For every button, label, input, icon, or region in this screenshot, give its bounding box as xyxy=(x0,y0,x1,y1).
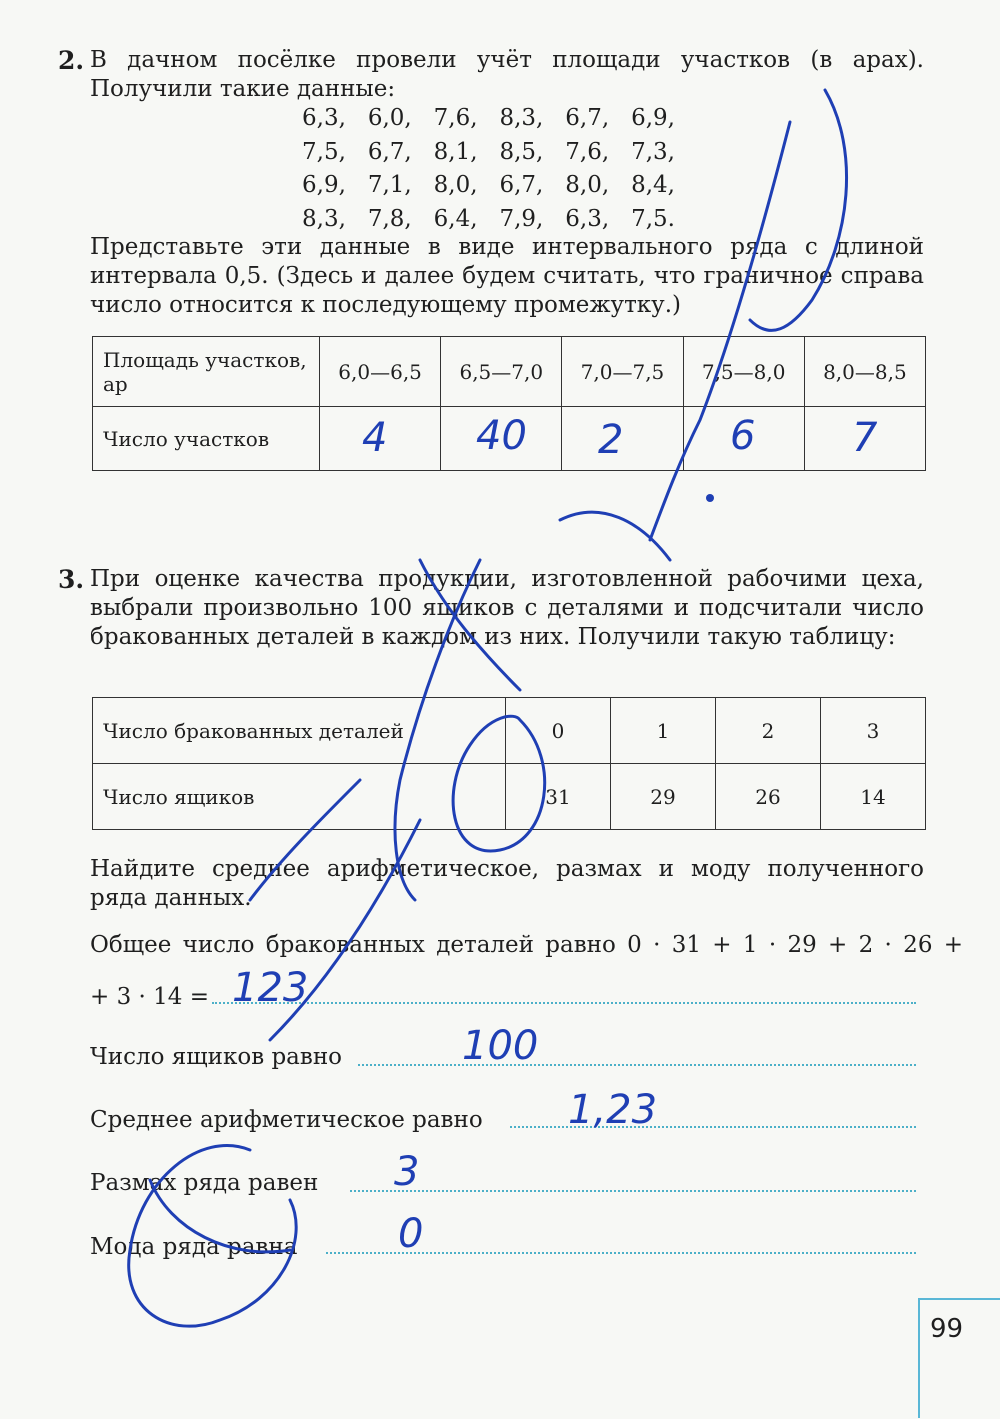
scribble-stroke xyxy=(395,560,480,900)
boxes-cell: 29 xyxy=(611,764,716,830)
handwritten-count: 6 xyxy=(730,413,756,459)
defects-cell: 1 xyxy=(611,698,716,764)
defects-cell: 2 xyxy=(716,698,821,764)
table-header-boxes: Число ящиков xyxy=(93,764,506,830)
interval-cell: 7,5—8,0 xyxy=(683,337,804,407)
handwritten-total: 123 xyxy=(232,965,309,1011)
task-3-question: Найдите среднее арифметическое, размах и моду полученного ряда данных. xyxy=(90,856,924,911)
handwritten-count: 2 xyxy=(598,417,624,463)
data-row: 8,3, 7,8, 6,4, 7,9, 6,3, 7,5. xyxy=(302,205,675,232)
scribble-stroke xyxy=(560,512,670,560)
handwritten-boxes: 100 xyxy=(462,1023,539,1069)
boxes-cell: 31 xyxy=(506,764,611,830)
boxes-cell: 26 xyxy=(716,764,821,830)
range-label: Размах ряда равен xyxy=(90,1170,319,1196)
table-header-area: Площадь участков, ар xyxy=(93,337,320,407)
task-3-intro: При оценке качества продукции, изготовленной рабочими цеха, выбрали произвольно 100 ящиков с деталями и подсчитали число бракованных деталей в каждом из них. Получили такую таблицу: xyxy=(90,566,924,650)
scribble-stroke xyxy=(750,90,847,330)
mode-label: Мода ряда равна xyxy=(90,1234,298,1260)
task-2-number: 2. xyxy=(58,46,85,75)
handwritten-mode: 0 xyxy=(398,1211,424,1257)
boxes-label: Число ящиков равно xyxy=(90,1044,343,1070)
total-line-2: + 3 · 14 = xyxy=(90,984,209,1010)
data-row: 7,5, 6,7, 8,1, 8,5, 7,6, 7,3, xyxy=(302,138,675,165)
total-line-1: Общее число бракованных деталей равно 0 · 31 + 1 · 29 + 2 · 26 + xyxy=(90,932,964,958)
ink-dot xyxy=(706,494,714,502)
interval-cell: 6,0—6,5 xyxy=(320,337,441,407)
scribble-stroke xyxy=(129,1146,296,1327)
data-row: 6,9, 7,1, 8,0, 6,7, 8,0, 8,4, xyxy=(302,172,675,198)
handwritten-count: 40 xyxy=(476,413,527,459)
defects-cell: 0 xyxy=(506,698,611,764)
defects-cell: 3 xyxy=(821,698,926,764)
boxes-cell: 14 xyxy=(821,764,926,830)
scribble-stroke xyxy=(453,716,545,851)
task-3-number: 3. xyxy=(58,565,85,594)
handwritten-mean: 1,23 xyxy=(568,1087,658,1133)
page-number: 99 xyxy=(918,1298,1000,1418)
data-row: 6,3, 6,0, 7,6, 8,3, 6,7, 6,9, xyxy=(302,105,675,131)
task-2-instruction: Представьте эти данные в виде интервального ряда с длиной интервала 0,5. (Здесь и далее будем считать, что граничное справа число относится к последующему промежутку.) xyxy=(90,234,924,318)
interval-cell: 6,5—7,0 xyxy=(441,337,562,407)
interval-cell: 8,0—8,5 xyxy=(804,337,925,407)
handwritten-count: 4 xyxy=(362,415,388,461)
task-2-intro: В дачном посёлке провели учёт площади участков (в арах). Получили такие данные: xyxy=(90,47,924,102)
scribble-strokes xyxy=(129,90,847,1326)
table-header-count: Число участков xyxy=(93,407,320,471)
mean-label: Среднее арифметическое равно xyxy=(90,1107,483,1133)
scribble-stroke xyxy=(150,1180,290,1252)
handwritten-range: 3 xyxy=(394,1149,420,1195)
interval-cell: 7,0—7,5 xyxy=(562,337,683,407)
handwritten-count: 7 xyxy=(852,415,878,461)
table-header-defects: Число бракованных деталей xyxy=(93,698,506,764)
scribble-stroke xyxy=(250,780,360,900)
